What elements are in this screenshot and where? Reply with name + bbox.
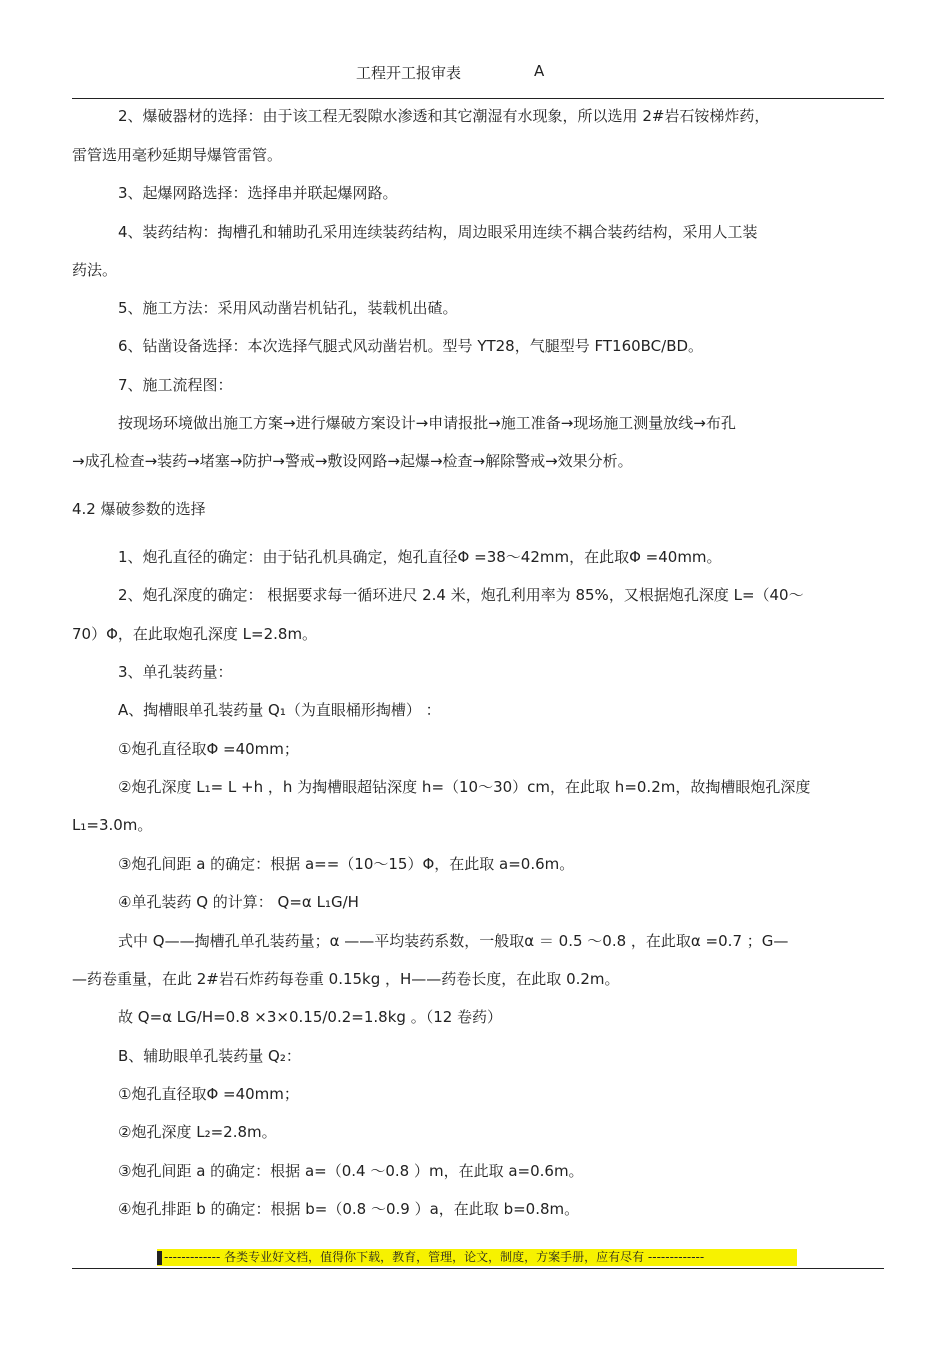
text-line: 7、施工流程图： [118,376,233,394]
text-line: 雷管选用毫秒延期导爆管雷管。 [72,146,283,164]
text-line: →成孔检查→装药→堵塞→防护→警戒→敷设网路→起爆→检查→解除警戒→效果分析。 [72,452,633,470]
text-line: ③炮孔间距 a 的确定：根据 a==（10～15）Φ，在此取 a=0.6m。 [118,855,575,873]
text-line: ④单孔装药 Q 的计算： Q=α L₁G/H [118,893,359,911]
text-line: 3、起爆网路选择：选择串并联起爆网路。 [118,184,398,202]
footer-rule [72,1268,884,1269]
text-line: 药法。 [72,261,118,279]
text-line: 2、炮孔深度的确定： 根据要求每一循环进尺 2.4 米，炮孔利用率为 85%，又根据炮孔深度 L=（40～ [118,586,804,604]
text-line: ③炮孔间距 a 的确定：根据 a=（0.4 ～0.8 ）m，在此取 a=0.6m。 [118,1162,584,1180]
text-line: 按现场环境做出施工方案→进行爆破方案设计→申请报批→施工准备→现场施工测量放线→布孔 [118,414,736,432]
text-line: 5、施工方法：采用风动凿岩机钻孔，装载机出碴。 [118,299,458,317]
text-line: 70）Φ，在此取炮孔深度 L=2.8m。 [72,625,318,643]
text-line: 2、爆破器材的选择：由于该工程无裂隙水渗透和其它潮湿有水现象，所以选用 2#岩石铵梯炸药， [118,107,770,125]
footer-marker [157,1251,162,1265]
text-line: ④炮孔排距 b 的确定：根据 b=（0.8 ～0.9 ）a，在此取 b=0.8m。 [118,1200,580,1218]
text-line: 3、单孔装药量： [118,663,233,681]
document-title: 工程开工报审表 [356,64,462,82]
text-line: L₁=3.0m。 [72,816,153,834]
header-rule [72,98,884,99]
form-code: A [534,62,545,80]
section-heading: 4.2 爆破参数的选择 [72,500,206,518]
text-line: ②炮孔深度 L₂=2.8m。 [118,1123,277,1141]
text-line: ①炮孔直径取Φ =40mm； [118,1085,299,1103]
page-header [0,62,950,82]
text-line: A、掏槽眼单孔装药量 Q₁（为直眼桶形掏槽） ： [118,701,441,719]
text-line: 4、装药结构：掏槽孔和辅助孔采用连续装药结构，周边眼采用连续不耦合装药结构，采用人工装 [118,223,758,241]
text-line: B、辅助眼单孔装药量 Q₂： [118,1047,301,1065]
footer-banner [157,1249,797,1266]
text-line: —药卷重量，在此 2#岩石炸药每卷重 0.15kg ，H——药卷长度，在此取 0.2m。 [72,970,620,988]
text-line: 式中 Q——掏槽孔单孔装药量；α ——平均装药系数，一般取α ＝ 0.5 ～0.8 ，在此取α =0.7 ；G— [118,932,789,950]
text-line: 1、炮孔直径的确定：由于钻孔机具确定，炮孔直径Φ =38～42mm，在此取Φ =40mm。 [118,548,722,566]
text-line: 6、钻凿设备选择：本次选择气腿式风动凿岩机。型号 YT28，气腿型号 FT160BC/BD。 [118,337,704,355]
footer-text: ------------- 各类专业好文档，值得你下载，教育，管理，论文，制度，方案手册，应有尽有 ------------- [164,1250,705,1264]
text-line: ②炮孔深度 L₁= L +h ，h 为掏槽眼超钻深度 h=（10～30）cm，在此取 h=0.2m，故掏槽眼炮孔深度 [118,778,811,796]
text-line: ①炮孔直径取Φ =40mm； [118,740,299,758]
text-line: 故 Q=α LG/H=0.8 ×3×0.15/0.2=1.8kg 。（12 卷药） [118,1008,503,1026]
